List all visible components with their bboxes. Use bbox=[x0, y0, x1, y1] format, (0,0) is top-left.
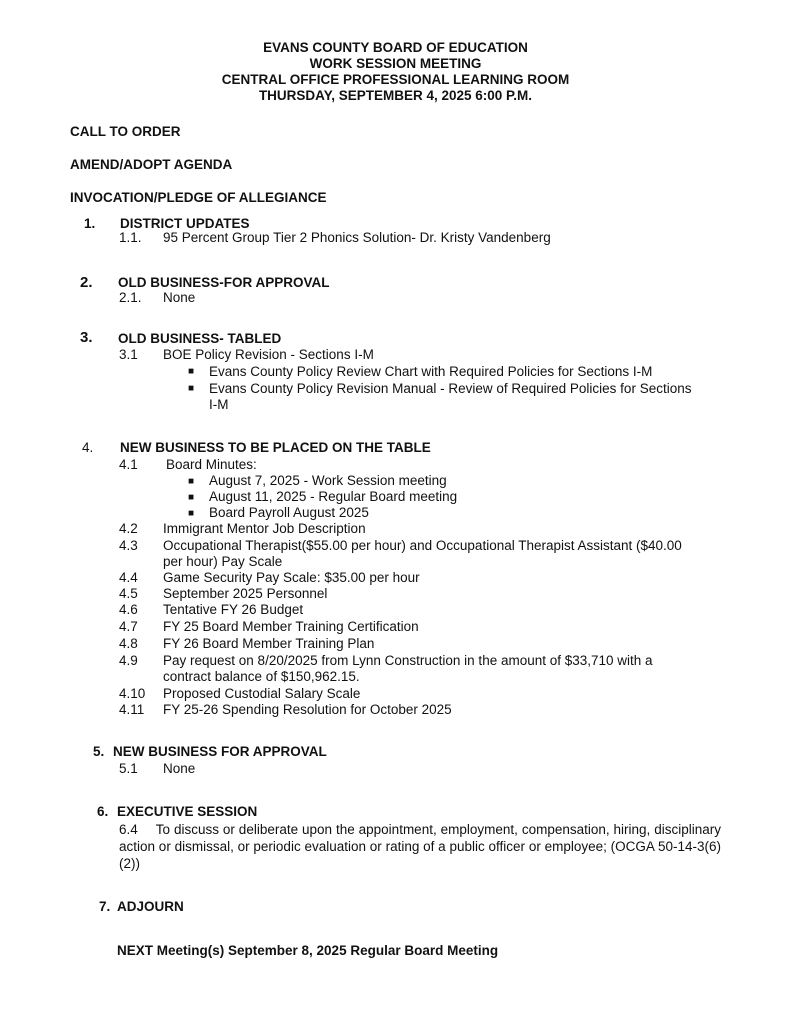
item-4-8-number: 4.8 bbox=[119, 636, 138, 651]
header-meeting-type: WORK SESSION MEETING bbox=[309, 56, 482, 71]
item-5-1-text: None bbox=[163, 761, 196, 776]
item-3-1-bullet-1: Evans County Policy Review Chart with Required Policies for Sections I-M bbox=[209, 364, 653, 379]
bullet-icon: ■ bbox=[188, 492, 195, 503]
item-4-6-text: Tentative FY 26 Budget bbox=[163, 602, 304, 617]
item-4-9-text: Pay request on 8/20/2025 from Lynn Construction in the amount of $33,710 with a bbox=[163, 653, 653, 668]
item-4-1-bullet-3: Board Payroll August 2025 bbox=[209, 505, 369, 520]
item-1-1-number: 1.1. bbox=[119, 230, 142, 245]
item-4-7-number: 4.7 bbox=[119, 619, 138, 634]
item-4-7-text: FY 25 Board Member Training Certification bbox=[163, 619, 419, 634]
item-6-4-number: 6.4 bbox=[119, 822, 138, 837]
item-5-1-number: 5.1 bbox=[119, 761, 138, 776]
amend-adopt-agenda: AMEND/ADOPT AGENDA bbox=[70, 157, 233, 172]
bullet-icon: ■ bbox=[188, 383, 195, 394]
item-6-4-text: To discuss or deliberate upon the appointment, employment, compensation, hiring, disciplinary action or dismissal, or periodic evaluation or rating of a public officer or employee; (OCGA 50-14-3(6)(2)) bbox=[119, 822, 721, 871]
item-4-8-text: FY 26 Board Member Training Plan bbox=[163, 636, 375, 651]
item-4-9-text-cont: contract balance of $150,962.15. bbox=[163, 669, 360, 684]
document-header bbox=[0, 40, 791, 104]
invocation-pledge: INVOCATION/PLEDGE OF ALLEGIANCE bbox=[70, 190, 327, 205]
item-1-1-text: 95 Percent Group Tier 2 Phonics Solution- Dr. Kristy Vandenberg bbox=[163, 230, 551, 245]
item-2-1-number: 2.1. bbox=[119, 290, 142, 305]
section-6-title: EXECUTIVE SESSION bbox=[117, 804, 258, 819]
item-3-1-text: BOE Policy Revision - Sections I-M bbox=[163, 347, 374, 362]
section-3-number: 3. bbox=[80, 329, 93, 346]
item-2-1-text: None bbox=[163, 290, 196, 305]
item-4-5-number: 4.5 bbox=[119, 586, 138, 601]
bullet-icon: ■ bbox=[188, 508, 195, 519]
item-4-2-text: Immigrant Mentor Job Description bbox=[163, 521, 366, 536]
section-2-title: OLD BUSINESS-FOR APPROVAL bbox=[118, 275, 330, 290]
section-7-title: ADJOURN bbox=[117, 899, 184, 914]
call-to-order: CALL TO ORDER bbox=[70, 124, 181, 139]
item-4-3-text-cont: per hour) Pay Scale bbox=[163, 554, 283, 569]
item-4-11-text: FY 25-26 Spending Resolution for October 2025 bbox=[163, 702, 452, 717]
bullet-icon: ■ bbox=[188, 366, 195, 377]
item-4-4-number: 4.4 bbox=[119, 570, 138, 585]
section-2-number: 2. bbox=[80, 274, 93, 291]
item-4-1-bullet-1: August 7, 2025 - Work Session meeting bbox=[209, 473, 447, 488]
item-6-4-paragraph bbox=[119, 821, 721, 872]
item-4-6-number: 4.6 bbox=[119, 602, 138, 617]
item-4-2-number: 4.2 bbox=[119, 521, 138, 536]
item-4-4-text: Game Security Pay Scale: $35.00 per hour bbox=[163, 570, 420, 585]
header-date: THURSDAY, SEPTEMBER 4, 2025 6:00 P.M. bbox=[258, 88, 533, 103]
item-4-1-bullet-2: August 11, 2025 - Regular Board meeting bbox=[209, 489, 458, 504]
item-4-10-text: Proposed Custodial Salary Scale bbox=[163, 686, 361, 701]
item-4-1-number: 4.1 bbox=[119, 457, 138, 472]
item-3-1-bullet-2: Evans County Policy Revision Manual - Review of Required Policies for Sections bbox=[209, 381, 692, 396]
section-7-number: 7. bbox=[99, 899, 111, 914]
section-1-title: DISTRICT UPDATES bbox=[120, 216, 250, 231]
section-5-number: 5. bbox=[93, 744, 105, 759]
section-1-number: 1. bbox=[84, 216, 96, 231]
section-4-title: NEW BUSINESS TO BE PLACED ON THE TABLE bbox=[120, 440, 431, 455]
item-4-1-text: Board Minutes: bbox=[166, 457, 257, 472]
section-6-number: 6. bbox=[97, 804, 109, 819]
header-location: CENTRAL OFFICE PROFESSIONAL LEARNING ROOM bbox=[221, 72, 570, 87]
item-3-1-bullet-2-cont: I-M bbox=[209, 397, 229, 412]
item-3-1-number: 3.1 bbox=[119, 347, 138, 362]
next-meeting-note: NEXT Meeting(s) September 8, 2025 Regular Board Meeting bbox=[117, 943, 499, 958]
item-4-11-number: 4.11 bbox=[119, 702, 145, 717]
item-4-5-text: September 2025 Personnel bbox=[163, 586, 328, 601]
section-3-title: OLD BUSINESS- TABLED bbox=[118, 331, 282, 346]
item-4-3-number: 4.3 bbox=[119, 538, 138, 553]
item-4-10-number: 4.10 bbox=[119, 686, 146, 701]
header-org: EVANS COUNTY BOARD OF EDUCATION bbox=[263, 40, 528, 55]
section-4-number: 4. bbox=[82, 440, 94, 455]
item-4-3-text: Occupational Therapist($55.00 per hour) and Occupational Therapist Assistant ($40.00 bbox=[163, 538, 682, 553]
item-4-9-number: 4.9 bbox=[119, 653, 138, 668]
section-5-title: NEW BUSINESS FOR APPROVAL bbox=[113, 744, 327, 759]
bullet-icon: ■ bbox=[188, 476, 195, 487]
